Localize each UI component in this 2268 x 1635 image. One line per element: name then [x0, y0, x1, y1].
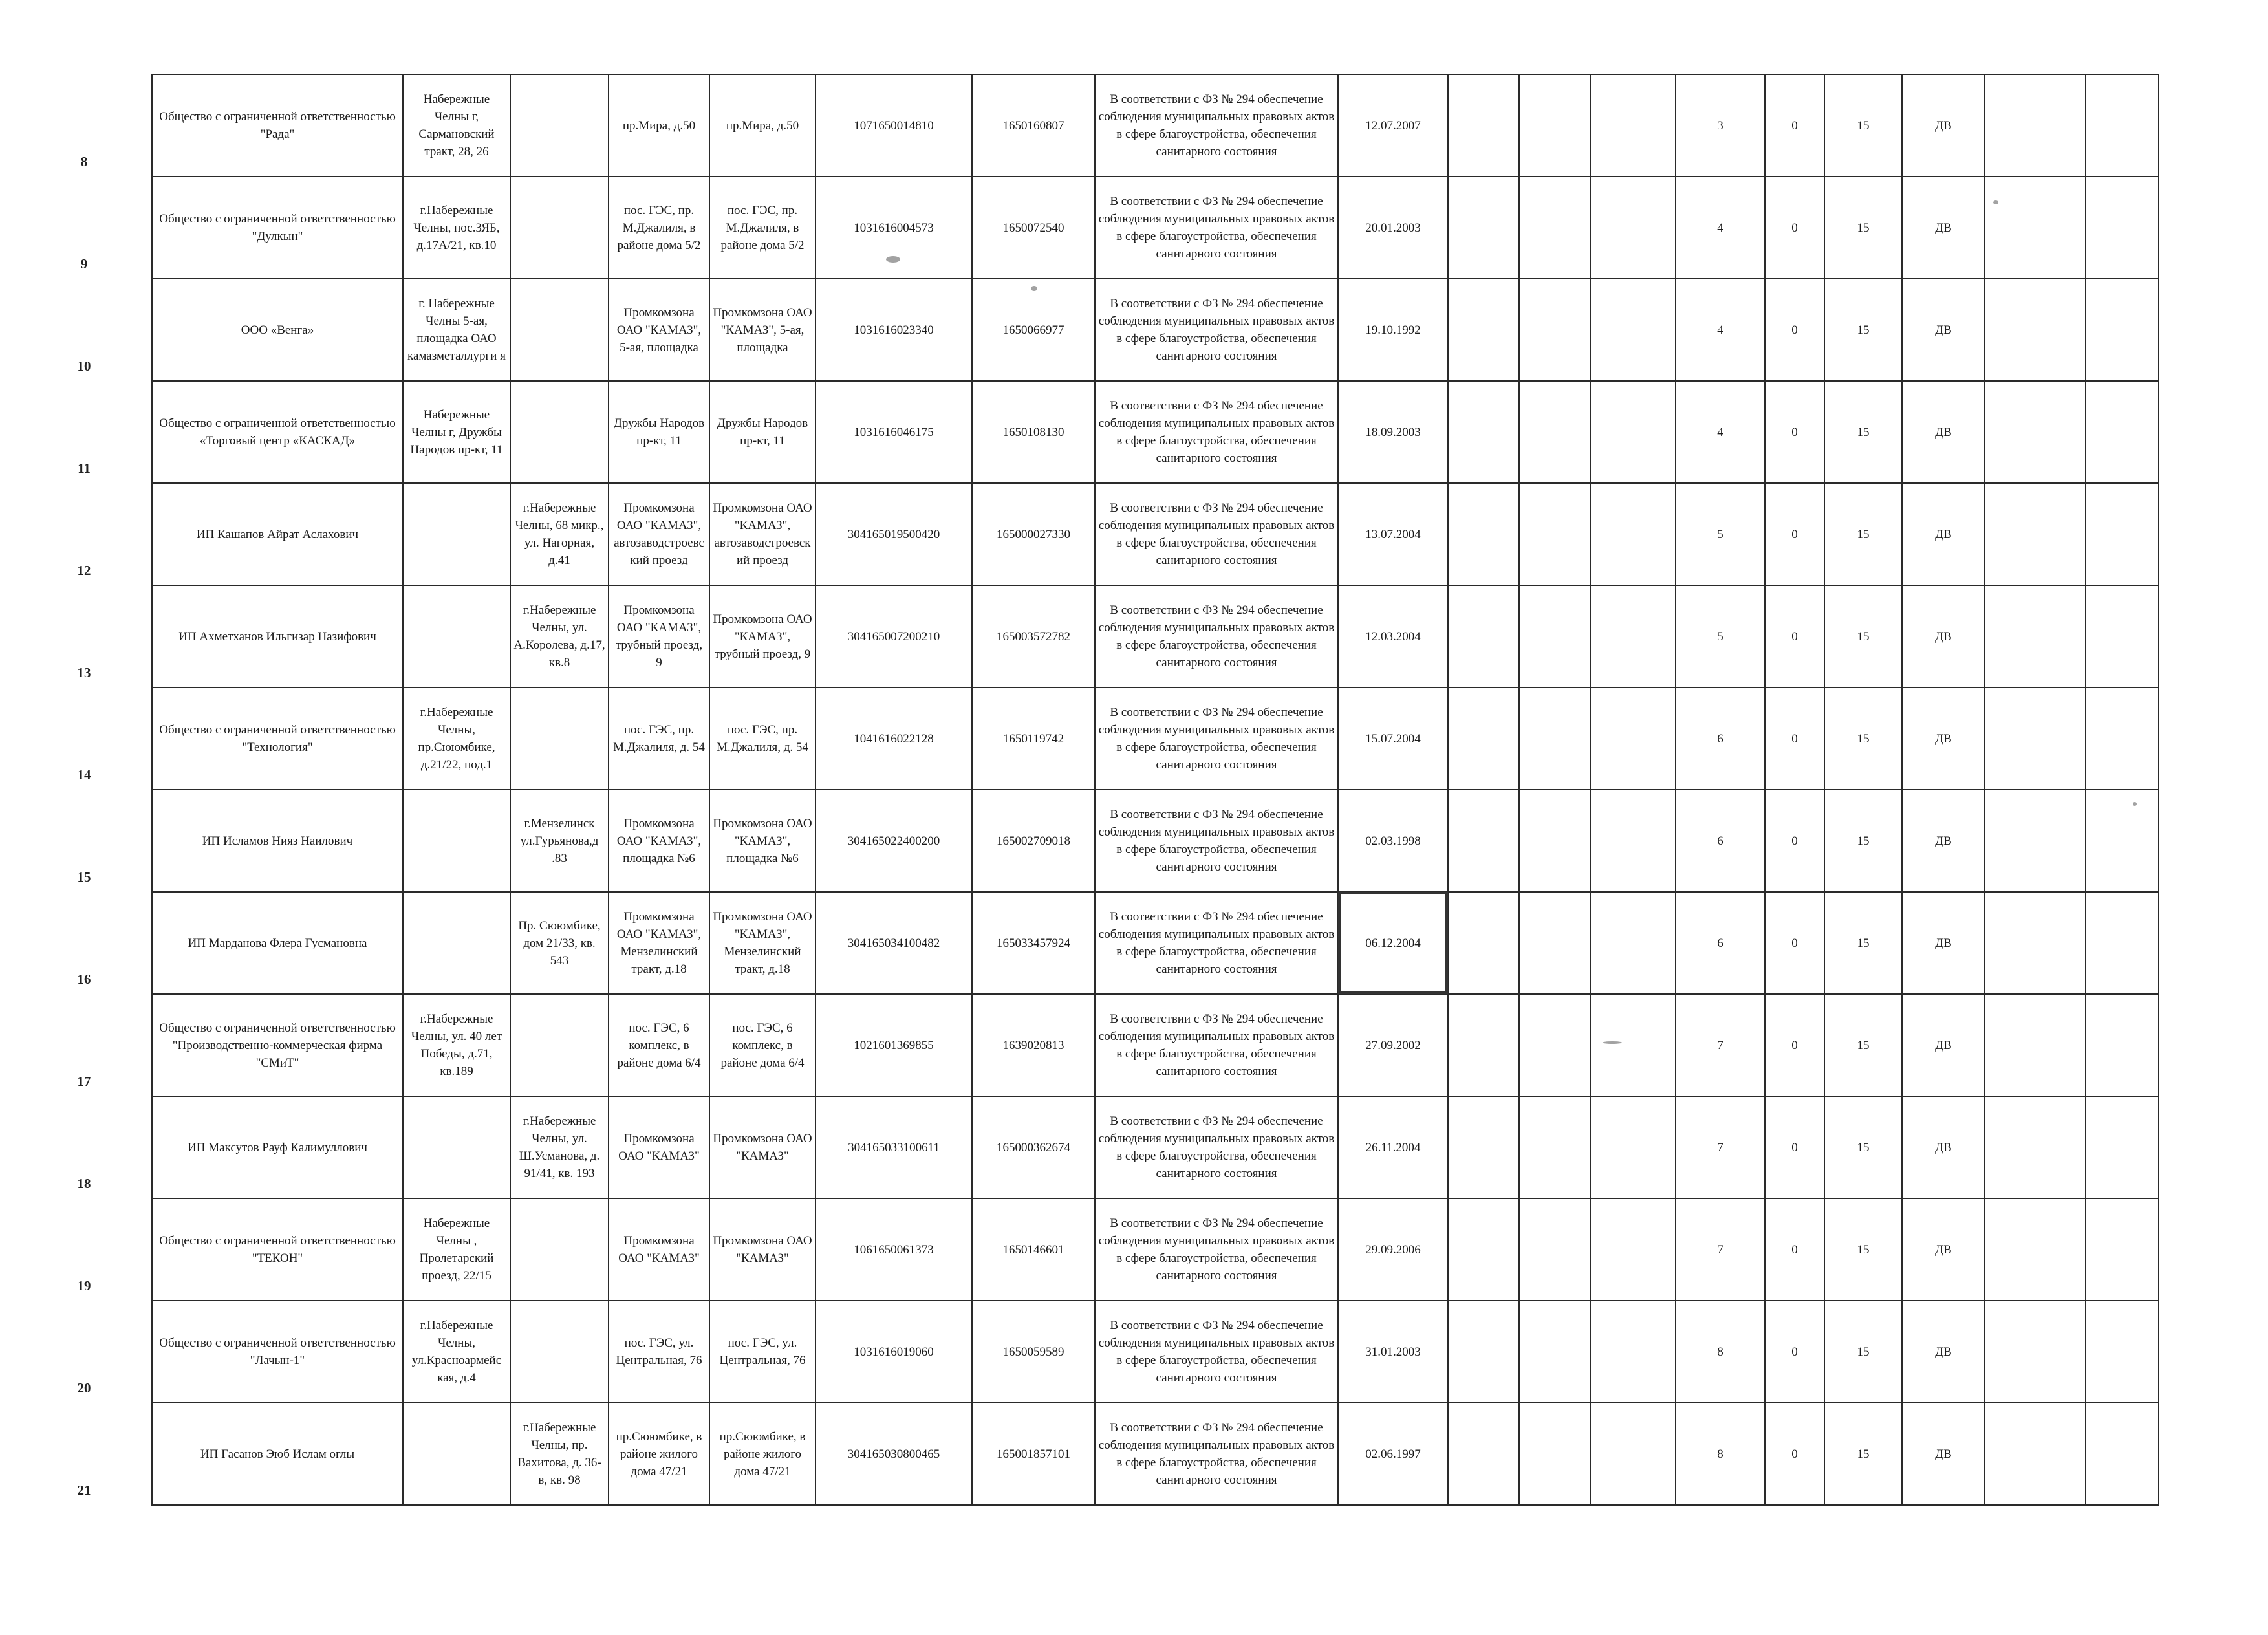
registration-date-cell: 02.06.1997 [1338, 1403, 1448, 1505]
organization-name-cell: ИП Кашапов Айрат Аслахович [152, 483, 403, 585]
activity-address-cell: Промкомзона ОАО "КАМАЗ", площадка №6 [609, 790, 709, 892]
table-row [152, 1301, 2159, 1403]
last-inspection-end-cell [1448, 1403, 1519, 1505]
last-inspection-start-cell [1519, 585, 1590, 688]
row-number: 18 [77, 1176, 91, 1191]
registration-date-cell: 15.07.2004 [1338, 688, 1448, 790]
residence-address-cell [510, 74, 609, 177]
inspection-month-cell: 8 [1676, 1403, 1765, 1505]
inspection-month-cell: 4 [1676, 381, 1765, 483]
object-address-cell: пос. ГЭС, 6 комплекс, в районе дома 6/4 [709, 994, 815, 1096]
duration-days-cell: 0 [1765, 381, 1824, 483]
legal-address-cell [403, 1096, 510, 1198]
other-grounds-cell [1590, 1198, 1676, 1301]
inspection-purpose-cell: В соответствии с ФЗ № 294 обеспечение соблюдения муниципальных правовых актов в сфере благоустройства, обеспечения санитарного состояния [1095, 279, 1338, 381]
inspection-month-cell: 6 [1676, 790, 1765, 892]
activity-address-cell: Промкомзона ОАО "КАМАЗ", автозаводстроевс кий проезд [609, 483, 709, 585]
activity-address-cell: пос. ГЭС, пр. М.Джалиля, в районе дома 5/2 [609, 177, 709, 279]
other-grounds-cell [1590, 790, 1676, 892]
last-inspection-start-cell [1519, 381, 1590, 483]
duration-days-cell: 0 [1765, 790, 1824, 892]
joint-agency-cell [1985, 74, 2086, 177]
activity-address-cell: пос. ГЭС, 6 комплекс, в районе дома 6/4 [609, 994, 709, 1096]
duration-days-cell: 0 [1765, 74, 1824, 177]
notes-cell [2086, 1403, 2159, 1505]
row-number: 9 [80, 256, 88, 272]
inspection-month-cell: 6 [1676, 688, 1765, 790]
registration-date-cell: 06.12.2004 [1338, 892, 1448, 994]
inn-cell: 1650160807 [972, 74, 1095, 177]
last-inspection-end-cell [1448, 892, 1519, 994]
table-row [152, 994, 2159, 1096]
last-inspection-end-cell [1448, 1096, 1519, 1198]
joint-agency-cell [1985, 1403, 2086, 1505]
residence-address-cell: г.Набережные Челны, ул. Ш.Усманова, д. 91/41, кв. 193 [510, 1096, 609, 1198]
legal-address-cell: Набережные Челны г, Дружбы Народов пр-кт, 11 [403, 381, 510, 483]
notes-cell [2086, 1301, 2159, 1403]
object-address-cell: Дружбы Народов пр-кт, 11 [709, 381, 815, 483]
activity-address-cell: Промкомзона ОАО "КАМАЗ", Мензелинский тракт, д.18 [609, 892, 709, 994]
object-address-cell: Промкомзона ОАО "КАМАЗ" [709, 1096, 815, 1198]
joint-agency-cell [1985, 1096, 2086, 1198]
inn-cell: 1650119742 [972, 688, 1095, 790]
inspection-month-cell: 5 [1676, 483, 1765, 585]
inspection-month-cell: 7 [1676, 1198, 1765, 1301]
legal-address-cell: Набережные Челны г, Сармановский тракт, 28, 26 [403, 74, 510, 177]
legal-address-cell [403, 790, 510, 892]
activity-address-cell: пр.Сююмбике, в районе жилого дома 47/21 [609, 1403, 709, 1505]
row-number: 12 [77, 563, 91, 578]
last-inspection-start-cell [1519, 688, 1590, 790]
residence-address-cell [510, 994, 609, 1096]
duration-days-cell: 0 [1765, 279, 1824, 381]
organization-name-cell: ИП Максутов Рауф Калимуллович [152, 1096, 403, 1198]
registration-date-cell: 29.09.2006 [1338, 1198, 1448, 1301]
row-number: 14 [77, 767, 91, 783]
scan-speck [1031, 286, 1037, 291]
row-number: 8 [80, 154, 88, 169]
last-inspection-start-cell [1519, 177, 1590, 279]
duration-days-cell: 0 [1765, 892, 1824, 994]
notes-cell [2086, 994, 2159, 1096]
last-inspection-start-cell [1519, 483, 1590, 585]
ogrn-cell: 304165033100611 [815, 1096, 972, 1198]
residence-address-cell: г.Мензелинск ул.Гурьянова,д .83 [510, 790, 609, 892]
registration-date-cell: 20.01.2003 [1338, 177, 1448, 279]
organization-name-cell: Общество с ограниченной ответственностью "Технология" [152, 688, 403, 790]
inspection-purpose-cell: В соответствии с ФЗ № 294 обеспечение соблюдения муниципальных правовых актов в сфере благоустройства, обеспечения санитарного состояния [1095, 994, 1338, 1096]
ogrn-cell: 304165030800465 [815, 1403, 972, 1505]
ogrn-cell: 1071650014810 [815, 74, 972, 177]
table-row [152, 688, 2159, 790]
residence-address-cell [510, 1198, 609, 1301]
registration-date-cell: 19.10.1992 [1338, 279, 1448, 381]
activity-address-cell: Промкомзона ОАО "КАМАЗ" [609, 1198, 709, 1301]
notes-cell [2086, 74, 2159, 177]
legal-address-cell: г.Набережные Челны, пос.ЗЯБ, д.17А/21, кв.10 [403, 177, 510, 279]
residence-address-cell: г.Набережные Челны, 68 микр., ул. Нагорная, д.41 [510, 483, 609, 585]
inspection-form-cell: ДВ [1902, 381, 1985, 483]
residence-address-cell: Пр. Сююмбике, дом 21/33, кв. 543 [510, 892, 609, 994]
notes-cell [2086, 585, 2159, 688]
inn-cell: 1639020813 [972, 994, 1095, 1096]
inspection-purpose-cell: В соответствии с ФЗ № 294 обеспечение соблюдения муниципальных правовых актов в сфере благоустройства, обеспечения санитарного состояния [1095, 177, 1338, 279]
inspection-purpose-cell: В соответствии с ФЗ № 294 обеспечение соблюдения муниципальных правовых актов в сфере благоустройства, обеспечения санитарного состояния [1095, 585, 1338, 688]
duration-hours-cell: 15 [1824, 74, 1902, 177]
inspection-form-cell: ДВ [1902, 177, 1985, 279]
inspection-purpose-cell: В соответствии с ФЗ № 294 обеспечение соблюдения муниципальных правовых актов в сфере благоустройства, обеспечения санитарного состояния [1095, 1096, 1338, 1198]
last-inspection-start-cell [1519, 892, 1590, 994]
scan-speck [886, 256, 900, 263]
legal-address-cell [403, 892, 510, 994]
inspection-month-cell: 5 [1676, 585, 1765, 688]
ogrn-cell: 1031616046175 [815, 381, 972, 483]
duration-days-cell: 0 [1765, 483, 1824, 585]
activity-address-cell: пос. ГЭС, пр. М.Джалиля, д. 54 [609, 688, 709, 790]
last-inspection-start-cell [1519, 790, 1590, 892]
inn-cell: 165001857101 [972, 1403, 1095, 1505]
other-grounds-cell [1590, 892, 1676, 994]
ogrn-cell: 1061650061373 [815, 1198, 972, 1301]
other-grounds-cell [1590, 1403, 1676, 1505]
duration-hours-cell: 15 [1824, 994, 1902, 1096]
last-inspection-end-cell [1448, 585, 1519, 688]
duration-hours-cell: 15 [1824, 483, 1902, 585]
notes-cell [2086, 483, 2159, 585]
inn-cell: 165000362674 [972, 1096, 1095, 1198]
inspection-form-cell: ДВ [1902, 279, 1985, 381]
table-row [152, 279, 2159, 381]
inn-cell: 165033457924 [972, 892, 1095, 994]
notes-cell [2086, 688, 2159, 790]
row-number: 21 [77, 1482, 91, 1498]
organization-name-cell: Общество с ограниченной ответственностью "Лачын-1" [152, 1301, 403, 1403]
duration-hours-cell: 15 [1824, 177, 1902, 279]
table-row [152, 483, 2159, 585]
last-inspection-end-cell [1448, 790, 1519, 892]
object-address-cell: Промкомзона ОАО "КАМАЗ", автозаводстроевск ий проезд [709, 483, 815, 585]
legal-address-cell: г.Набережные Челны, ул. 40 лет Победы, д.71, кв.189 [403, 994, 510, 1096]
other-grounds-cell [1590, 177, 1676, 279]
last-inspection-end-cell [1448, 74, 1519, 177]
table-row [152, 74, 2159, 177]
notes-cell [2086, 892, 2159, 994]
duration-days-cell: 0 [1765, 1403, 1824, 1505]
inspection-form-cell: ДВ [1902, 74, 1985, 177]
legal-address-cell: г.Набережные Челны, ул.Красноармейс кая, д.4 [403, 1301, 510, 1403]
object-address-cell: пос. ГЭС, ул. Центральная, 76 [709, 1301, 815, 1403]
object-address-cell: пр.Сююмбике, в районе жилого дома 47/21 [709, 1403, 815, 1505]
duration-days-cell: 0 [1765, 1096, 1824, 1198]
other-grounds-cell [1590, 279, 1676, 381]
last-inspection-start-cell [1519, 1198, 1590, 1301]
inspection-purpose-cell: В соответствии с ФЗ № 294 обеспечение соблюдения муниципальных правовых актов в сфере благоустройства, обеспечения санитарного состояния [1095, 483, 1338, 585]
last-inspection-end-cell [1448, 483, 1519, 585]
inspection-form-cell: ДВ [1902, 994, 1985, 1096]
inspection-form-cell: ДВ [1902, 892, 1985, 994]
organization-name-cell: Общество с ограниченной ответственностью "Рада" [152, 74, 403, 177]
row-number: 11 [78, 460, 91, 476]
inspection-plan-table [151, 74, 2159, 1506]
activity-address-cell: пос. ГЭС, ул. Центральная, 76 [609, 1301, 709, 1403]
ogrn-cell: 304165034100482 [815, 892, 972, 994]
inspection-month-cell: 3 [1676, 74, 1765, 177]
ogrn-cell: 304165022400200 [815, 790, 972, 892]
joint-agency-cell [1985, 1301, 2086, 1403]
duration-hours-cell: 15 [1824, 1301, 1902, 1403]
last-inspection-start-cell [1519, 1301, 1590, 1403]
inspection-month-cell: 7 [1676, 994, 1765, 1096]
duration-days-cell: 0 [1765, 1301, 1824, 1403]
duration-days-cell: 0 [1765, 585, 1824, 688]
registration-date-cell: 27.09.2002 [1338, 994, 1448, 1096]
last-inspection-end-cell [1448, 688, 1519, 790]
table-row [152, 585, 2159, 688]
joint-agency-cell [1985, 279, 2086, 381]
duration-hours-cell: 15 [1824, 790, 1902, 892]
organization-name-cell: Общество с ограниченной ответственностью "Производственно-коммерческая фирма "СМиТ" [152, 994, 403, 1096]
inspection-purpose-cell: В соответствии с ФЗ № 294 обеспечение соблюдения муниципальных правовых актов в сфере благоустройства, обеспечения санитарного состояния [1095, 74, 1338, 177]
last-inspection-end-cell [1448, 994, 1519, 1096]
inspection-form-cell: ДВ [1902, 483, 1985, 585]
last-inspection-end-cell [1448, 1198, 1519, 1301]
row-number: 16 [77, 971, 91, 987]
inspection-month-cell: 8 [1676, 1301, 1765, 1403]
duration-hours-cell: 15 [1824, 892, 1902, 994]
notes-cell [2086, 790, 2159, 892]
row-number: 19 [77, 1278, 91, 1294]
legal-address-cell [403, 1403, 510, 1505]
inspection-purpose-cell: В соответствии с ФЗ № 294 обеспечение соблюдения муниципальных правовых актов в сфере благоустройства, обеспечения санитарного состояния [1095, 1198, 1338, 1301]
registration-date-cell: 12.07.2007 [1338, 74, 1448, 177]
other-grounds-cell [1590, 585, 1676, 688]
inspection-form-cell: ДВ [1902, 585, 1985, 688]
scan-speck [2133, 802, 2137, 806]
duration-hours-cell: 15 [1824, 279, 1902, 381]
registration-date-cell: 02.03.1998 [1338, 790, 1448, 892]
table-row [152, 1198, 2159, 1301]
object-address-cell: пос. ГЭС, пр. М.Джалиля, в районе дома 5/2 [709, 177, 815, 279]
legal-address-cell: г. Набережные Челны 5-ая, площадка ОАО камазметаллурги я [403, 279, 510, 381]
other-grounds-cell [1590, 688, 1676, 790]
inn-cell: 1650066977 [972, 279, 1095, 381]
duration-hours-cell: 15 [1824, 1403, 1902, 1505]
other-grounds-cell [1590, 994, 1676, 1096]
inn-cell: 1650072540 [972, 177, 1095, 279]
activity-address-cell: Промкомзона ОАО "КАМАЗ", 5-ая, площадка [609, 279, 709, 381]
ogrn-cell: 1021601369855 [815, 994, 972, 1096]
organization-name-cell: Общество с ограниченной ответственностью "ТЕКОН" [152, 1198, 403, 1301]
other-grounds-cell [1590, 74, 1676, 177]
legal-address-cell: Набережные Челны , Пролетарский проезд, 22/15 [403, 1198, 510, 1301]
ogrn-cell: 1031616004573 [815, 177, 972, 279]
residence-address-cell: г.Набережные Челны, пр. Вахитова, д. 36-в, кв. 98 [510, 1403, 609, 1505]
table-row [152, 1403, 2159, 1505]
inn-cell: 1650146601 [972, 1198, 1095, 1301]
ogrn-cell: 1031616019060 [815, 1301, 972, 1403]
inn-cell: 1650108130 [972, 381, 1095, 483]
residence-address-cell [510, 688, 609, 790]
registration-date-cell: 13.07.2004 [1338, 483, 1448, 585]
object-address-cell: Промкомзона ОАО "КАМАЗ", Мензелинский тракт, д.18 [709, 892, 815, 994]
residence-address-cell [510, 1301, 609, 1403]
object-address-cell: пр.Мира, д.50 [709, 74, 815, 177]
duration-days-cell: 0 [1765, 177, 1824, 279]
row-number: 15 [77, 869, 91, 885]
last-inspection-start-cell [1519, 994, 1590, 1096]
registration-date-cell: 26.11.2004 [1338, 1096, 1448, 1198]
object-address-cell: пос. ГЭС, пр. М.Джалиля, д. 54 [709, 688, 815, 790]
other-grounds-cell [1590, 1301, 1676, 1403]
joint-agency-cell [1985, 892, 2086, 994]
organization-name-cell: ИП Гасанов Эюб Ислам оглы [152, 1403, 403, 1505]
activity-address-cell: Промкомзона ОАО "КАМАЗ" [609, 1096, 709, 1198]
inspection-form-cell: ДВ [1902, 688, 1985, 790]
inn-cell: 1650059589 [972, 1301, 1095, 1403]
registration-date-cell: 18.09.2003 [1338, 381, 1448, 483]
organization-name-cell: ИП Исламов Нияз Наилович [152, 790, 403, 892]
inspection-purpose-cell: В соответствии с ФЗ № 294 обеспечение соблюдения муниципальных правовых актов в сфере благоустройства, обеспечения санитарного состояния [1095, 1301, 1338, 1403]
joint-agency-cell [1985, 790, 2086, 892]
last-inspection-start-cell [1519, 1096, 1590, 1198]
residence-address-cell: г.Набережные Челны, ул. А.Королева, д.17, кв.8 [510, 585, 609, 688]
inn-cell: 165002709018 [972, 790, 1095, 892]
joint-agency-cell [1985, 381, 2086, 483]
last-inspection-start-cell [1519, 279, 1590, 381]
residence-address-cell [510, 177, 609, 279]
registration-date-cell: 12.03.2004 [1338, 585, 1448, 688]
inspection-form-cell: ДВ [1902, 1403, 1985, 1505]
organization-name-cell: Общество с ограниченной ответственностью «Торговый центр «КАСКАД» [152, 381, 403, 483]
last-inspection-end-cell [1448, 381, 1519, 483]
joint-agency-cell [1985, 688, 2086, 790]
legal-address-cell [403, 483, 510, 585]
notes-cell [2086, 279, 2159, 381]
ogrn-cell: 304165007200210 [815, 585, 972, 688]
row-number: 17 [77, 1074, 91, 1089]
table-row [152, 790, 2159, 892]
legal-address-cell [403, 585, 510, 688]
inspection-purpose-cell: В соответствии с ФЗ № 294 обеспечение соблюдения муниципальных правовых актов в сфере благоустройства, обеспечения санитарного состояния [1095, 1403, 1338, 1505]
organization-name-cell: ИП Ахметханов Ильгизар Назифович [152, 585, 403, 688]
organization-name-cell: Общество с ограниченной ответственностью "Дулкын" [152, 177, 403, 279]
duration-hours-cell: 15 [1824, 1198, 1902, 1301]
inspection-month-cell: 7 [1676, 1096, 1765, 1198]
joint-agency-cell [1985, 1198, 2086, 1301]
last-inspection-start-cell [1519, 1403, 1590, 1505]
other-grounds-cell [1590, 483, 1676, 585]
row-number: 20 [77, 1380, 91, 1396]
joint-agency-cell [1985, 585, 2086, 688]
inspection-month-cell: 4 [1676, 279, 1765, 381]
object-address-cell: Промкомзона ОАО "КАМАЗ", площадка №6 [709, 790, 815, 892]
legal-address-cell: г.Набережные Челны, пр.Сююмбике, д.21/22, под.1 [403, 688, 510, 790]
residence-address-cell [510, 279, 609, 381]
table-row [152, 892, 2159, 994]
inspection-month-cell: 4 [1676, 177, 1765, 279]
object-address-cell: Промкомзона ОАО "КАМАЗ", 5-ая, площадка [709, 279, 815, 381]
activity-address-cell: пр.Мира, д.50 [609, 74, 709, 177]
row-number: 13 [77, 665, 91, 680]
joint-agency-cell [1985, 483, 2086, 585]
row-number: 10 [77, 358, 91, 374]
duration-hours-cell: 15 [1824, 381, 1902, 483]
ogrn-cell: 1041616022128 [815, 688, 972, 790]
activity-address-cell: Промкомзона ОАО "КАМАЗ", трубный проезд, 9 [609, 585, 709, 688]
object-address-cell: Промкомзона ОАО "КАМАЗ", трубный проезд, 9 [709, 585, 815, 688]
ogrn-cell: 304165019500420 [815, 483, 972, 585]
organization-name-cell: ООО «Венга» [152, 279, 403, 381]
other-grounds-cell [1590, 381, 1676, 483]
table-row [152, 381, 2159, 483]
table-row [152, 1096, 2159, 1198]
inspection-purpose-cell: В соответствии с ФЗ № 294 обеспечение соблюдения муниципальных правовых актов в сфере благоустройства, обеспечения санитарного состояния [1095, 381, 1338, 483]
duration-days-cell: 0 [1765, 1198, 1824, 1301]
inspection-form-cell: ДВ [1902, 790, 1985, 892]
registration-date-cell: 31.01.2003 [1338, 1301, 1448, 1403]
activity-address-cell: Дружбы Народов пр-кт, 11 [609, 381, 709, 483]
last-inspection-start-cell [1519, 74, 1590, 177]
ogrn-cell: 1031616023340 [815, 279, 972, 381]
residence-address-cell [510, 381, 609, 483]
duration-days-cell: 0 [1765, 688, 1824, 790]
last-inspection-end-cell [1448, 279, 1519, 381]
scan-speck [1603, 1041, 1622, 1044]
duration-hours-cell: 15 [1824, 585, 1902, 688]
table-row [152, 177, 2159, 279]
inn-cell: 165000027330 [972, 483, 1095, 585]
notes-cell [2086, 1198, 2159, 1301]
joint-agency-cell [1985, 994, 2086, 1096]
last-inspection-end-cell [1448, 1301, 1519, 1403]
organization-name-cell: ИП Марданова Флера Гусмановна [152, 892, 403, 994]
other-grounds-cell [1590, 1096, 1676, 1198]
inspection-purpose-cell: В соответствии с ФЗ № 294 обеспечение соблюдения муниципальных правовых актов в сфере благоустройства, обеспечения санитарного состояния [1095, 892, 1338, 994]
inspection-form-cell: ДВ [1902, 1096, 1985, 1198]
notes-cell [2086, 381, 2159, 483]
inspection-purpose-cell: В соответствии с ФЗ № 294 обеспечение соблюдения муниципальных правовых актов в сфере благоустройства, обеспечения санитарного состояния [1095, 688, 1338, 790]
duration-days-cell: 0 [1765, 994, 1824, 1096]
inspection-form-cell: ДВ [1902, 1301, 1985, 1403]
inspection-purpose-cell: В соответствии с ФЗ № 294 обеспечение соблюдения муниципальных правовых актов в сфере благоустройства, обеспечения санитарного состояния [1095, 790, 1338, 892]
joint-agency-cell [1985, 177, 2086, 279]
notes-cell [2086, 1096, 2159, 1198]
last-inspection-end-cell [1448, 177, 1519, 279]
scan-speck [1993, 200, 1998, 204]
inspection-form-cell: ДВ [1902, 1198, 1985, 1301]
notes-cell [2086, 177, 2159, 279]
duration-hours-cell: 15 [1824, 1096, 1902, 1198]
duration-hours-cell: 15 [1824, 688, 1902, 790]
inn-cell: 165003572782 [972, 585, 1095, 688]
inspection-month-cell: 6 [1676, 892, 1765, 994]
object-address-cell: Промкомзона ОАО "КАМАЗ" [709, 1198, 815, 1301]
